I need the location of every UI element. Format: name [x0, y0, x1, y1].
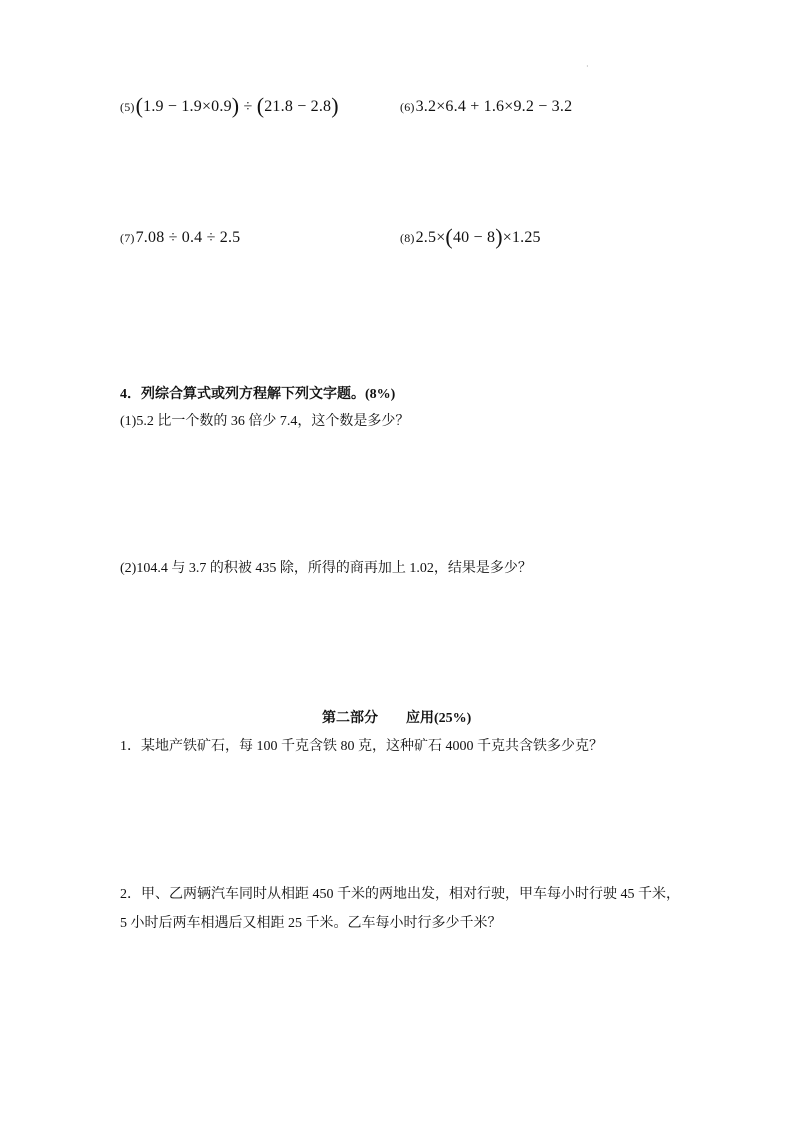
calc-item-expr-part: 2.5× [415, 229, 446, 246]
calc-item-label: (6) [400, 100, 415, 114]
calc-item-expr-part: 21.8 − 2.8 [264, 98, 332, 115]
calc-item-expr-part: 1.9 − 1.9×0.9 [143, 98, 232, 115]
calc-item-expr-part: ×1.25 [502, 229, 541, 246]
part-2-title: 第二部分 [322, 711, 378, 726]
section-4-question-2: (2)104.4 与 3.7 的积被 435 除，所得的商再加上 1.02，结果是多少？ [120, 561, 532, 576]
calc-item-5: (5)(1.9 − 1.9×0.9) ÷ (21.8 − 2.8) [120, 93, 339, 118]
calc-item-expr: 3.2×6.4 + 1.6×9.2 − 3.2 [415, 98, 573, 115]
part-2-question-1: 1．某地产铁矿石，每 100 千克含铁 80 克，这种矿石 4000 千克共含铁多少克？ [120, 739, 603, 754]
section-4-question-1: (1)5.2 比一个数的 36 倍少 7.4，这个数是多少？ [120, 414, 410, 429]
calc-item-expr-part: 40 − 8 [452, 229, 496, 246]
calc-item-operator: ÷ [243, 98, 253, 115]
calc-item-label: (5) [120, 100, 135, 114]
part-2-question-2-line-1: 2．甲、乙两辆汽车同时从相距 450 千米的两地出发，相对行驶，甲车每小时行驶 45 千米， [120, 887, 680, 902]
calc-item-label: (7) [120, 231, 135, 245]
calc-item-8: (8)2.5×(40 − 8)×1.25 [400, 224, 541, 249]
section-4-heading: 4．列综合算式或列方程解下列文字题。(8%) [120, 387, 396, 402]
part-2-subtitle: 应用(25%) [406, 711, 472, 726]
calc-item-expr: 7.08 ÷ 0.4 ÷ 2.5 [135, 229, 241, 246]
corner-mark: · [586, 62, 589, 71]
calc-item-6 [400, 98, 572, 116]
calc-item-7 [120, 229, 240, 247]
calc-item-label: (8) [400, 231, 415, 245]
part-2-question-2-line-2: 5 小时后两车相遇后又相距 25 千米。乙车每小时行多少千米？ [120, 916, 502, 931]
